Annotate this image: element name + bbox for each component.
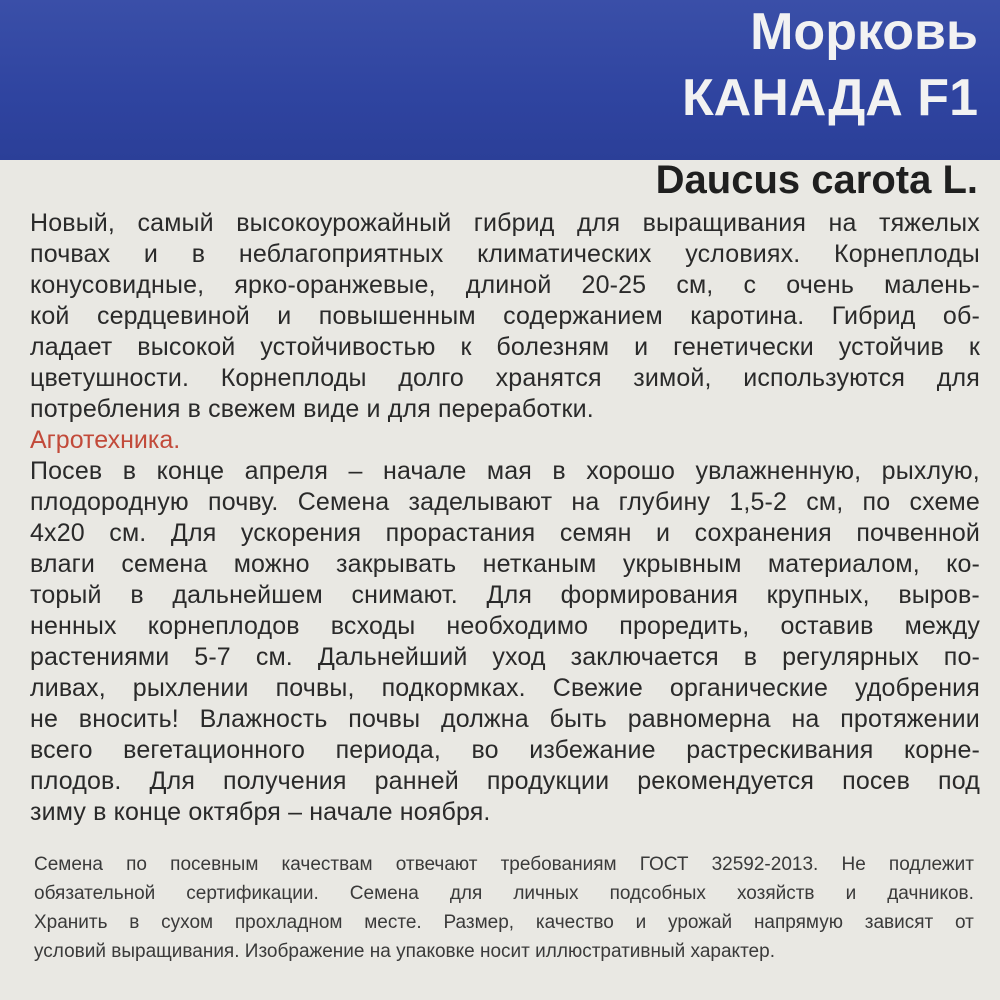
agro-heading: Агротехника. [30, 426, 181, 454]
agro-line: ненных корнеплодов всходы необходимо проредить, оставив между [30, 612, 980, 640]
footer-line: Хранить в сухом прохладном месте. Размер, качество и урожай напрямую зависят от [34, 912, 974, 933]
agro-line: растениями 5-7 см. Дальнейший уход заключается в регулярных по- [30, 643, 980, 671]
latin-name: Daucus carota L. [655, 158, 978, 202]
agro-line: плодов. Для получения ранней продукции рекомендуется посев под [30, 767, 980, 795]
agro-line: торый в дальнейшем снимают. Для формирования крупных, выров- [30, 581, 980, 609]
agro-line: всего вегетационного периода, во избежание растрескивания корне- [30, 736, 980, 764]
agro-line: ливах, рыхлении почвы, подкормках. Свежие органические удобрения [30, 674, 980, 702]
agro-line: не вносить! Влажность почвы должна быть равномерна на протяжении [30, 705, 980, 733]
description-line: почвах и в неблагоприятных климатических условиях. Корнеплоды [30, 240, 980, 268]
description-line: ладает высокой устойчивостью к болезням и генетически устойчив к [30, 333, 980, 361]
description-line: Новый, самый высокоурожайный гибрид для выращивания на тяжелых [30, 209, 980, 237]
agro-line: 4х20 см. Для ускорения прорастания семян и сохранения почвенной [30, 519, 980, 547]
agro-line: плодородную почву. Семена заделывают на глубину 1,5-2 см, по схеме [30, 488, 980, 516]
agro-line: влаги семена можно закрывать нетканым укрывным материалом, ко- [30, 550, 980, 578]
variety-name: КАНАДА F1 [681, 69, 978, 127]
agro-line: зиму в конце октября – начале ноября. [30, 798, 491, 826]
footer-line: условий выращивания. Изображение на упаковке носит иллюстративный характер. [34, 941, 775, 962]
agro-line: Посев в конце апреля – начале мая в хорошо увлажненную, рыхлую, [30, 457, 980, 485]
description-line: потребления в свежем виде и для переработки. [30, 395, 594, 423]
description-line: кой сердцевиной и повышенным содержанием каротина. Гибрид об- [30, 302, 980, 330]
description-block [30, 208, 980, 828]
certification-footer [34, 850, 974, 966]
description-line: конусовидные, ярко-оранжевые, длиной 20-25 см, с очень малень- [30, 271, 980, 299]
footer-line: обязательной сертификации. Семена для личных подсобных хозяйств и дачников. [34, 883, 974, 904]
footer-line: Семена по посевным качествам отвечают требованиям ГОСТ 32592-2013. Не подлежит [34, 854, 974, 875]
description-line: цветушности. Корнеплоды долго хранятся зимой, используются для [30, 364, 980, 392]
title-banner [0, 0, 1000, 160]
product-type: Морковь [750, 3, 978, 61]
